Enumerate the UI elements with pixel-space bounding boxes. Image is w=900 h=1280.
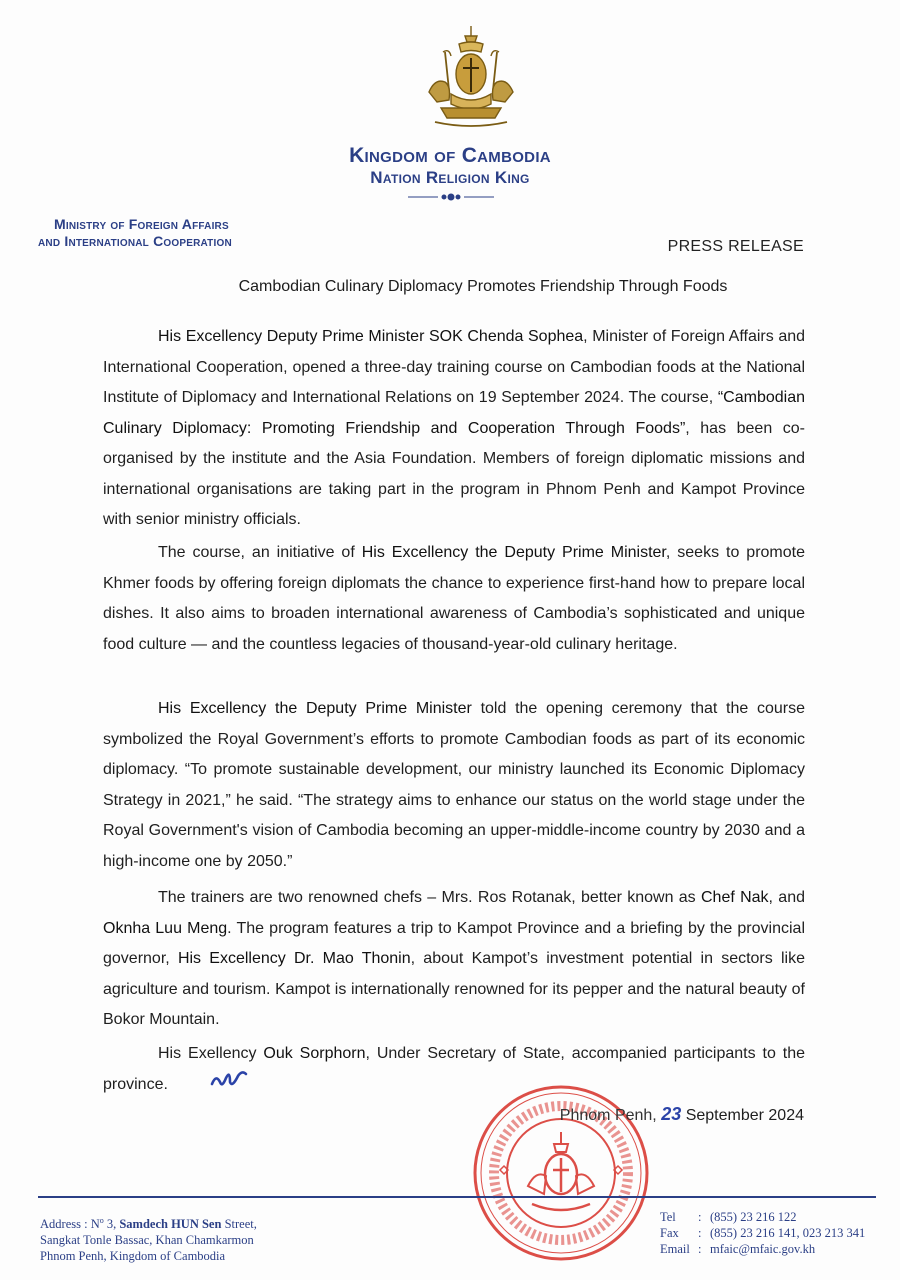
text-span: Chef Nak bbox=[700, 889, 769, 906]
email-label: Email bbox=[660, 1242, 690, 1256]
text-span: Ouk Sorphorn bbox=[263, 1045, 366, 1062]
date-place: Phnom Penh, bbox=[559, 1107, 657, 1124]
paragraph-2 bbox=[103, 538, 805, 660]
address-line3: Phnom Penh, Kingdom of Cambodia bbox=[40, 1249, 226, 1264]
address-street-name: Samdech HUN Sen bbox=[119, 1217, 222, 1232]
address-line2: Sangkat Tonle Bassac, Khan Chamkarmon bbox=[40, 1233, 254, 1248]
ministry-name-line2: and International Cooperation bbox=[38, 233, 232, 249]
date-day: 23 bbox=[661, 1104, 682, 1124]
royal-coat-of-arms-icon bbox=[415, 22, 527, 134]
separator: : bbox=[698, 1242, 702, 1256]
document-type-label: PRESS RELEASE bbox=[667, 238, 804, 255]
text-span: told the opening ceremony that the course symbolized the Royal Government’s efforts to promote Cambodian foods as part of its economic diplomacy. “To promote sustainable development, our ministry launched its Economic Diplomacy Strategy in 2021,” he said. “The strategy aims to enhance our status on the world stage under the Royal Government's vision of Cambodia becoming an upper-middle-income country by 2030 and a high-income one by 2050.” bbox=[103, 700, 805, 870]
text-span: . The program features a trip to Kampot Province and a briefing by the provincial governor, bbox=[103, 919, 805, 967]
separator: : bbox=[698, 1210, 702, 1224]
text-span: , seeks to promote Khmer foods by offering foreign diplomats the chance to experience first-hand how to prepare local dishes. It also aims to broaden international awareness of Cambodia’s sophisticated and unique food culture — and the countless legacies of thousand-year-old culinary heritage. bbox=[103, 544, 805, 653]
contact-fax bbox=[660, 1225, 865, 1241]
date-line bbox=[560, 1104, 804, 1125]
paragraph-3 bbox=[103, 694, 805, 877]
address-label: Address : N bbox=[40, 1217, 100, 1232]
text-span: The trainers are two renowned chefs – Mrs. Ros Rotanak, better known as bbox=[158, 889, 701, 906]
ministry-name-line1: Ministry of Foreign Affairs bbox=[54, 216, 229, 232]
text-span: His Exellency bbox=[158, 1045, 264, 1062]
text-span: The course, an initiative of bbox=[158, 544, 362, 561]
date-month-year: September 2024 bbox=[685, 1107, 804, 1124]
text-span: His Excellency Deputy Prime Minister SOK Chenda Sophea bbox=[158, 328, 584, 345]
text-span: Oknha Luu Meng bbox=[103, 919, 228, 937]
paragraph-1 bbox=[103, 322, 805, 536]
address-street-suffix: Street, bbox=[221, 1217, 257, 1232]
text-span: , and bbox=[768, 889, 805, 906]
email-value: mfaic@mfaic.gov.kh bbox=[710, 1242, 816, 1256]
text-span: “Cambodian Culinary Diplomacy: Promoting Friendship and Cooperation Through Foods” bbox=[103, 389, 805, 437]
address-superscript: o bbox=[99, 1216, 104, 1225]
contact-email bbox=[660, 1241, 865, 1257]
address-number: 3, bbox=[103, 1217, 120, 1232]
fax-value: (855) 23 216 141, 023 213 341 bbox=[710, 1226, 866, 1240]
handwritten-initial-icon bbox=[208, 1068, 250, 1090]
paragraph-4 bbox=[103, 883, 805, 1036]
country-title: Kingdom of Cambodia bbox=[349, 144, 551, 167]
tel-value: (855) 23 216 122 bbox=[710, 1210, 797, 1224]
text-span: His Excellency Dr. Mao Thonin bbox=[177, 950, 411, 967]
ornament-divider-icon bbox=[404, 191, 498, 203]
footer-address bbox=[40, 1213, 257, 1264]
footer-contacts bbox=[660, 1209, 865, 1257]
text-span: , Minister of Foreign Affairs and International Cooperation, opened a three-day training course on Cambodian foods at the National Institute of Diplomacy and International Relations on 19 September 2024. The course, bbox=[103, 328, 806, 406]
footer-divider bbox=[38, 1196, 876, 1198]
text-span: , has been co-organised by the institute and the Asia Foundation. Members of foreign diplomatic missions and international organisations are taking part in the program in Phnom Penh and Kampot Province with senior ministry officials. bbox=[103, 419, 805, 528]
text-span: , about Kampot’s investment potential in sectors like agriculture and tourism. Kampot is internationally renowned for its pepper and the natural beauty of Bokor Mountain. bbox=[103, 950, 805, 1028]
text-span: His Excellency the Deputy Prime Minister bbox=[158, 700, 472, 717]
tel-label: Tel bbox=[660, 1210, 676, 1224]
press-release-headline: Cambodian Culinary Diplomacy Promotes Friendship Through Foods bbox=[238, 278, 728, 295]
text-span: His Excellency the Deputy Prime Minister bbox=[361, 544, 666, 561]
separator: : bbox=[698, 1226, 702, 1240]
national-motto: Nation Religion King bbox=[370, 168, 530, 187]
contact-tel bbox=[660, 1209, 865, 1225]
fax-label: Fax bbox=[660, 1226, 679, 1240]
text-span: , Under Secretary of State, accompanied participants to the province. bbox=[103, 1045, 806, 1093]
